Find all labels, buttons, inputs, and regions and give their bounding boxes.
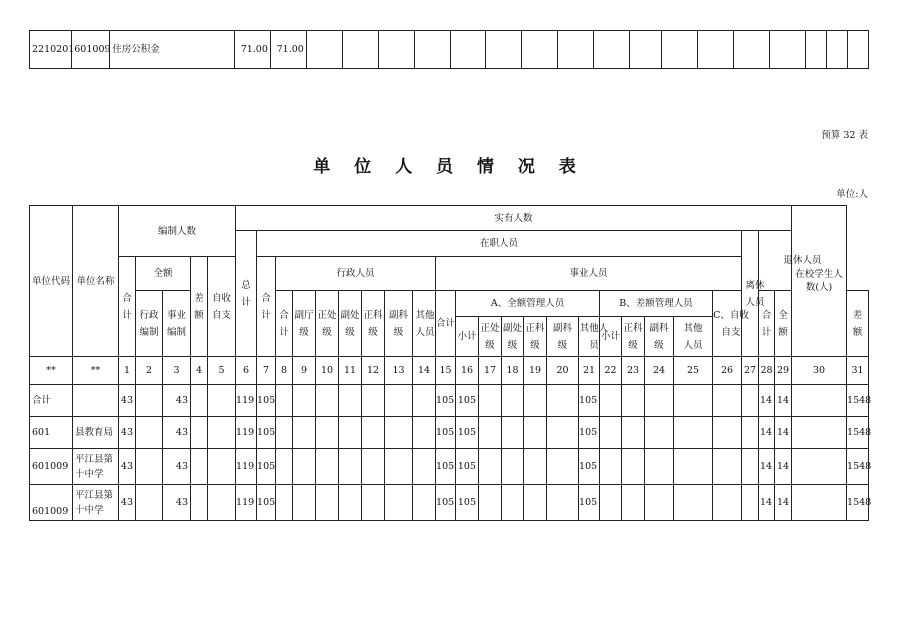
column-index-cell: 10 [316,357,339,385]
header-a-zhengke: 正科级 [524,317,547,357]
header-bianzhi: 编制人数 [119,206,236,257]
header-bianzhi-total: 合计 [119,257,136,357]
column-index-cell: 19 [524,357,547,385]
row-value-cell: 43 [163,385,191,417]
column-index-cell: 11 [339,357,362,385]
row-value-cell: 119 [236,449,257,485]
row-value-cell [713,385,742,417]
row-value-cell: 105 [456,385,479,417]
row-value-cell: 43 [163,417,191,449]
header-xingzheng-bianzhi: 行政编制 [136,291,163,357]
page-title: 单 位 人 员 情 况 表 [313,157,585,177]
row-value-cell [502,449,524,485]
row-value-cell [208,385,236,417]
header-a-qita: 其他人员 [579,317,600,357]
row-value-cell [600,449,622,485]
column-index-cell: 21 [579,357,600,385]
row-value-cell: 105 [579,449,600,485]
row-value-cell [622,385,645,417]
header-unit-name: 单位名称 [73,206,119,357]
row-value-cell: 14 [775,385,792,417]
row-value-cell: 1548 [847,485,869,521]
row-value-cell [547,449,579,485]
row-value-cell [792,485,847,521]
column-index-cell: 24 [645,357,674,385]
top-row [30,31,869,69]
row-value-cell: 105 [579,417,600,449]
row-value-cell [645,385,674,417]
row-value-cell [547,417,579,449]
header-fuchu: 副处级 [339,291,362,357]
row-value-cell [600,417,622,449]
column-index-cell: 28 [759,357,775,385]
row-unit-name: 平江县第十中学 [73,485,119,521]
column-index-cell: 17 [479,357,502,385]
column-index-cell: 30 [792,357,847,385]
row-value-cell [479,385,502,417]
row-value-cell: 105 [257,485,276,521]
row-value-cell [413,485,436,521]
header-fuke: 副科级 [385,291,413,357]
row-value-cell: 1548 [847,449,869,485]
column-index-cell: 20 [547,357,579,385]
row-value-cell [293,449,316,485]
header-tuixiu: 退休人员 [759,231,847,291]
header-b-xiaoji: 小计 [600,317,622,357]
row-value-cell [276,449,293,485]
row-value-cell [792,449,847,485]
row-value-cell [293,385,316,417]
column-index-cell: 12 [362,357,385,385]
header-b-zhengke: 正科级 [622,317,645,357]
row-value-cell [645,485,674,521]
row-value-cell [293,485,316,521]
row-value-cell [413,417,436,449]
column-index-cell: 23 [622,357,645,385]
top-carryover-table [29,30,869,69]
column-index-cell: 31 [847,357,869,385]
row-value-cell: 14 [775,449,792,485]
row-value-cell [645,449,674,485]
row-value-cell: 43 [163,485,191,521]
row-value-cell: 105 [436,449,456,485]
row-value-cell: 14 [775,417,792,449]
top-cell-code: 2210201 [30,31,72,69]
row-value-cell [413,385,436,417]
header-b-qita: 其他人员 [674,317,713,357]
row-value-cell [502,385,524,417]
row-value-cell [502,485,524,521]
column-index-cell: 5 [208,357,236,385]
row-value-cell [713,449,742,485]
row-value-cell [276,417,293,449]
column-index-cell: 1 [119,357,136,385]
table-row [30,417,869,449]
table-row [30,485,869,521]
row-value-cell [191,417,208,449]
row-value-cell [713,485,742,521]
header-c-group: C、自收自支 [713,291,742,357]
row-value-cell [339,485,362,521]
header-a-fuke: 副科级 [547,317,579,357]
column-index-cell: 16 [456,357,479,385]
column-index-cell: 6 [236,357,257,385]
row-value-cell [136,385,163,417]
column-index-cell: 2 [136,357,163,385]
row-value-cell [316,417,339,449]
header-shiye-renyuan: 事业人员 [436,257,742,291]
header-xz-qita: 其他人员 [413,291,436,357]
column-index-cell: ** [30,357,73,385]
column-index-cell: 25 [674,357,713,385]
row-value-cell: 105 [257,449,276,485]
row-value-cell [674,385,713,417]
header-a-group: A、全额管理人员 [456,291,600,317]
row-value-cell [385,417,413,449]
unit-note: 单位:人 [836,189,868,200]
budget-table-number: 预算 32 表 [821,130,868,141]
row-value-cell: 105 [436,385,456,417]
header-zaizhi: 在职人员 [257,231,742,257]
header-xz-heji: 合计 [276,291,293,357]
row-unit-code: 601009 [30,485,73,521]
row-value-cell [792,417,847,449]
column-index-cell: 18 [502,357,524,385]
header-a-zhengchu: 正处级 [479,317,502,357]
row-value-cell [293,417,316,449]
row-value-cell [362,417,385,449]
top-cell-unit: 601009 [72,31,110,69]
table-row [30,449,869,485]
row-value-cell [208,449,236,485]
header-a-fuchu: 副处级 [502,317,524,357]
row-value-cell [524,417,547,449]
header-zhengke: 正科级 [362,291,385,357]
row-value-cell: 14 [759,449,775,485]
row-value-cell [622,449,645,485]
header-xingzheng-renyuan: 行政人员 [276,257,436,291]
header-sy-heji: 合计 [436,291,456,357]
header-zaizhi-total: 合计 [257,257,276,357]
header-unit-code: 单位代码 [30,206,73,357]
header-quan-e: 全额 [136,257,191,291]
row-value-cell [362,385,385,417]
column-index-cell: 4 [191,357,208,385]
column-index-cell: 26 [713,357,742,385]
table-row [30,385,869,417]
row-value-cell [136,417,163,449]
row-value-cell [276,485,293,521]
row-value-cell [136,449,163,485]
row-value-cell [524,449,547,485]
row-value-cell [385,385,413,417]
header-zongji: 总计 [236,231,257,357]
row-value-cell [385,449,413,485]
row-value-cell: 43 [119,385,136,417]
row-value-cell: 105 [257,385,276,417]
row-value-cell [208,417,236,449]
row-value-cell: 1548 [847,417,869,449]
column-index-cell: 8 [276,357,293,385]
row-value-cell [742,385,759,417]
row-value-cell: 1548 [847,385,869,417]
row-value-cell [316,449,339,485]
header-shiye-bianzhi: 事业编制 [163,291,191,357]
row-value-cell [792,385,847,417]
header-tx-heji: 合计 [759,291,775,357]
row-value-cell [622,417,645,449]
row-value-cell [413,449,436,485]
header-lixiu: 离休人员 [742,231,759,357]
row-value-cell: 119 [236,417,257,449]
top-cell-amount-2: 71.00 [270,31,306,69]
column-index-cell: 22 [600,357,622,385]
row-value-cell [524,485,547,521]
row-value-cell [674,449,713,485]
header-a-xiaoji: 小计 [456,317,479,357]
row-value-cell [385,485,413,521]
row-value-cell: 14 [759,485,775,521]
row-value-cell: 105 [456,485,479,521]
row-value-cell: 14 [759,385,775,417]
row-value-cell [713,417,742,449]
row-value-cell: 119 [236,385,257,417]
row-value-cell: 14 [759,417,775,449]
column-index-cell: 3 [163,357,191,385]
row-value-cell [479,485,502,521]
column-index-cell: 9 [293,357,316,385]
column-index-cell: 13 [385,357,413,385]
row-value-cell [191,385,208,417]
row-value-cell: 105 [436,485,456,521]
row-value-cell [136,485,163,521]
column-index-cell: 27 [742,357,759,385]
row-value-cell [208,485,236,521]
row-value-cell: 105 [456,417,479,449]
row-value-cell [362,449,385,485]
row-value-cell [645,417,674,449]
row-value-cell [742,485,759,521]
column-index-cell: 15 [436,357,456,385]
row-unit-code: 601 [30,417,73,449]
row-value-cell [524,385,547,417]
row-value-cell [316,485,339,521]
header-tx-cha-e: 差额 [847,291,869,357]
row-value-cell [479,449,502,485]
row-value-cell [479,417,502,449]
row-value-cell [674,485,713,521]
header-b-group: B、差额管理人员 [600,291,713,317]
header-shiyou: 实有人数 [236,206,792,231]
staffing-table [29,205,872,521]
column-index-row [30,357,869,385]
row-value-cell [339,417,362,449]
staffing-data-body [30,385,872,521]
row-value-cell: 105 [257,417,276,449]
header-students: 在校学生人数(人) [792,206,847,357]
row-value-cell [600,385,622,417]
row-value-cell: 43 [119,485,136,521]
column-index-cell: 14 [413,357,436,385]
row-unit-code: 合计 [30,385,73,417]
row-value-cell: 43 [163,449,191,485]
header-zhengchu: 正处级 [316,291,339,357]
column-index-cell: 29 [775,357,792,385]
row-value-cell [339,449,362,485]
top-cell-amount-1: 71.00 [234,31,270,69]
row-value-cell: 105 [579,485,600,521]
header-tx-quan-e: 全额 [775,291,792,357]
row-unit-name: 平江县第十中学 [73,449,119,485]
row-value-cell [191,449,208,485]
row-value-cell: 119 [236,485,257,521]
row-value-cell [547,485,579,521]
row-value-cell: 43 [119,417,136,449]
row-value-cell [674,417,713,449]
top-cell-item: 住房公积金 [110,31,235,69]
row-value-cell [362,485,385,521]
header-futing: 副厅级 [293,291,316,357]
row-value-cell: 43 [119,449,136,485]
row-value-cell [502,417,524,449]
row-unit-name [73,385,119,417]
row-value-cell [316,385,339,417]
row-value-cell: 14 [775,485,792,521]
row-value-cell [191,485,208,521]
row-value-cell [600,485,622,521]
header-cha-e: 差额 [191,257,208,357]
row-value-cell [742,449,759,485]
row-value-cell: 105 [579,385,600,417]
column-index-cell: 7 [257,357,276,385]
row-value-cell [547,385,579,417]
row-unit-code: 601009 [30,449,73,485]
row-value-cell [339,385,362,417]
row-value-cell [742,417,759,449]
column-index-cell: ** [73,357,119,385]
row-value-cell [622,485,645,521]
row-value-cell: 105 [436,417,456,449]
header-b-fuke: 副科级 [645,317,674,357]
row-unit-name: 县教育局 [73,417,119,449]
row-value-cell: 105 [456,449,479,485]
header-zishou: 自收自支 [208,257,236,357]
row-value-cell [276,385,293,417]
